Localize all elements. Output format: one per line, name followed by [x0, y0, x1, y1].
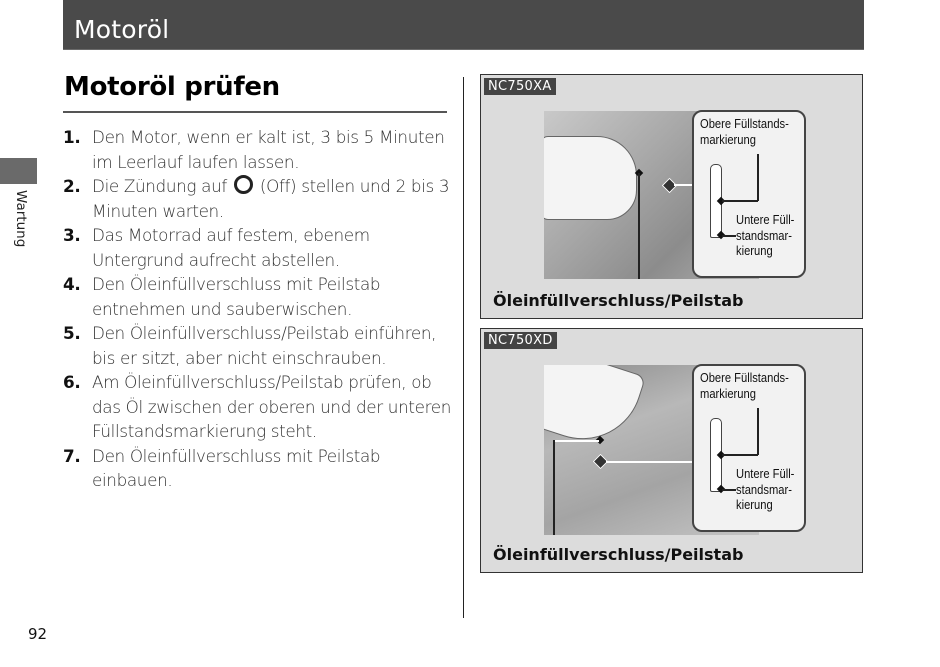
dipstick-location-marker-icon — [662, 178, 678, 194]
lower-level-mark-label: Untere Füll- standsmar- kierung — [736, 212, 795, 258]
step-number: 5. — [63, 323, 81, 343]
leader-line — [553, 440, 599, 442]
side-tab-label: Wartung — [13, 190, 29, 248]
model-badge: NC750XD — [484, 332, 557, 349]
step-text: Das Motorrad auf festem, ebenem Untergrund aufrecht abstellen. — [92, 225, 370, 270]
leader-line — [757, 154, 759, 201]
leader-line — [553, 440, 555, 535]
step-item — [63, 174, 458, 223]
leader-line — [638, 173, 640, 279]
step-number: 3. — [63, 225, 81, 245]
chapter-header — [63, 0, 864, 50]
figure-nc750xa — [480, 74, 863, 319]
step-text: Die Zündung auf — [92, 176, 227, 196]
model-badge: NC750XA — [484, 78, 556, 95]
title-divider — [63, 111, 447, 113]
leader-line — [722, 200, 758, 202]
step-item — [63, 272, 458, 321]
step-item — [63, 223, 458, 272]
step-number: 2. — [63, 176, 81, 196]
lower-level-mark-label: Untere Füll- standsmar- kierung — [736, 466, 795, 512]
ignition-off-circle-icon — [234, 175, 253, 194]
side-tab-marker — [0, 158, 37, 184]
upper-level-mark-label: Obere Füllstands- markierung — [700, 370, 789, 401]
page-number: 92 — [28, 625, 48, 643]
step-number: 1. — [63, 127, 81, 147]
step-item — [63, 370, 458, 444]
leader-line — [722, 454, 758, 456]
step-item — [63, 444, 458, 493]
upper-level-mark-label: Obere Füllstands- markierung — [700, 116, 789, 147]
column-divider — [463, 77, 464, 618]
step-text: Den Öleinfüllverschluss mit Peilstab entnehmen und sauberwischen. — [92, 274, 381, 319]
section-title: Motoröl prüfen — [64, 72, 280, 102]
chapter-title: Motoröl — [74, 15, 170, 44]
step-number: 7. — [63, 445, 81, 466]
dipstick-callout — [692, 364, 806, 532]
step-text: Am Öleinfüllverschluss/Peilstab prüfen, ob das Öl zwischen der oberen und der unteren Füllstandsmarkierung steht. — [92, 372, 452, 441]
step-item — [63, 125, 458, 174]
step-list — [63, 125, 458, 493]
leader-line — [722, 235, 736, 237]
step-text: Den Öleinfüllverschluss/Peilstab einführen, bis er sitzt, aber nicht einschrauben. — [92, 323, 437, 368]
step-item — [63, 321, 458, 370]
figure-caption: Öleinfüllverschluss/Peilstab — [493, 291, 744, 310]
leader-line — [722, 489, 736, 491]
figure-nc750xd — [480, 328, 863, 573]
dipstick-callout — [692, 110, 806, 278]
step-text: Den Öleinfüllverschluss mit Peilstab einbauen. — [92, 445, 381, 490]
step-text: Den Motor, wenn er kalt ist, 3 bis 5 Minuten im Leerlauf laufen lassen. — [92, 127, 445, 172]
hand-illustration — [544, 136, 637, 220]
step-number: 6. — [63, 372, 81, 392]
figure-caption: Öleinfüllverschluss/Peilstab — [493, 545, 744, 564]
step-text: (Off) stellen und 2 bis 3 Minuten warten. — [92, 176, 450, 221]
step-number: 4. — [63, 274, 81, 294]
leader-line — [757, 408, 759, 455]
